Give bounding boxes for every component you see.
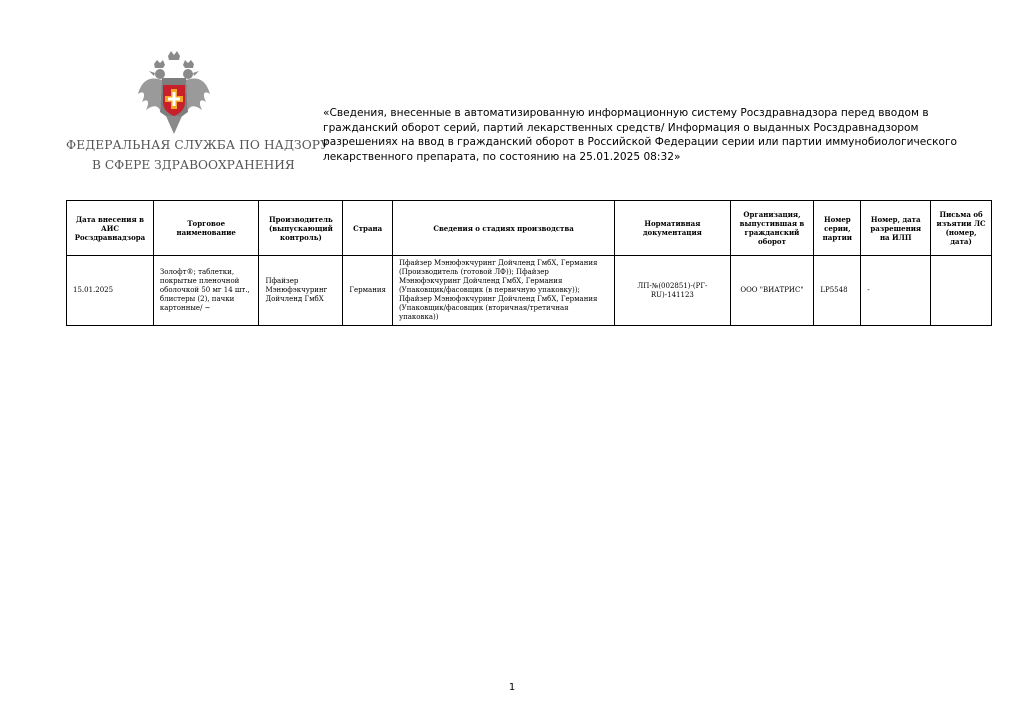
page-number: 1: [508, 682, 516, 693]
table-header-row: [67, 201, 992, 256]
double-headed-eagle-emblem-icon: [136, 50, 212, 136]
cell-trade-name: Золофт®; таблетки, покрытые пленочной оболочкой 50 мг 14 шт., блистеры (2), пачки картонные/ ~: [153, 256, 259, 326]
register-table: [66, 200, 992, 326]
table-row: [67, 256, 992, 326]
column-header-ilp-permit: Номер, дата разрешения на ИЛП: [861, 201, 931, 256]
column-header-manufacturer: Производитель (выпускающий контроль): [259, 201, 343, 256]
cell-production-stages: Пфайзер Мэнюфэкчуринг Дойчленд ГмбХ, Германия (Производитель (готовой ЛФ)); Пфайзер Мэнюфэкчуринг Дойчленд ГмбХ, Германия (Упаковщик/фасовщик (в первичную упаковку)); Пфайзер Мэнюфэкчуринг Дойчленд ГмбХ, Германия (Упаковщик/фасовщик (вторичная/третичная упаковка)): [392, 256, 614, 326]
column-header-date: Дата внесения в АИС Росздравнадзора: [67, 201, 154, 256]
cell-date: 15.01.2025: [67, 256, 154, 326]
column-header-normative-doc: Нормативная документация: [615, 201, 730, 256]
column-header-trade-name: Торговое наименование: [153, 201, 259, 256]
cell-organization: ООО "ВИАТРИС": [730, 256, 814, 326]
cell-ilp-permit: -: [861, 256, 931, 326]
cell-withdrawal-letters: [931, 256, 992, 326]
cell-manufacturer: Пфайзер Мэнюфэкчуринг Дойчленд ГмбХ: [259, 256, 343, 326]
column-header-withdrawal-letters: Письма об изъятии ЛС (номер, дата): [931, 201, 992, 256]
rzn-logo: [60, 50, 330, 180]
org-name-line1: ФЕДЕРАЛЬНАЯ СЛУЖБА ПО НАДЗОРУ: [66, 138, 330, 152]
column-header-country: Страна: [343, 201, 393, 256]
cell-series: LP5548: [814, 256, 861, 326]
document-title: «Сведения, внесенные в автоматизированную информационную систему Росздравнадзора перед вводом в гражданский оборот серий, партий лекарственных средств/ Информация о выданных Росздравнадзором разрешениях на ввод в гражданский оборот в Российской Федерации серии или партии иммунобиологического лекарственного препарата, по состоянию на 25.01.2025 08:32»: [323, 107, 957, 163]
column-header-production-stages: Сведения о стадиях производства: [392, 201, 614, 256]
cell-country: Германия: [343, 256, 393, 326]
column-header-series: Номер серии, партии: [814, 201, 861, 256]
cell-normative-doc: ЛП-№(002851)-(РГ-RU)-141123: [615, 256, 730, 326]
org-name-line2: В СФЕРЕ ЗДРАВООХРАНЕНИЯ: [92, 158, 295, 172]
column-header-organization: Организация, выпустившая в гражданский оборот: [730, 201, 814, 256]
